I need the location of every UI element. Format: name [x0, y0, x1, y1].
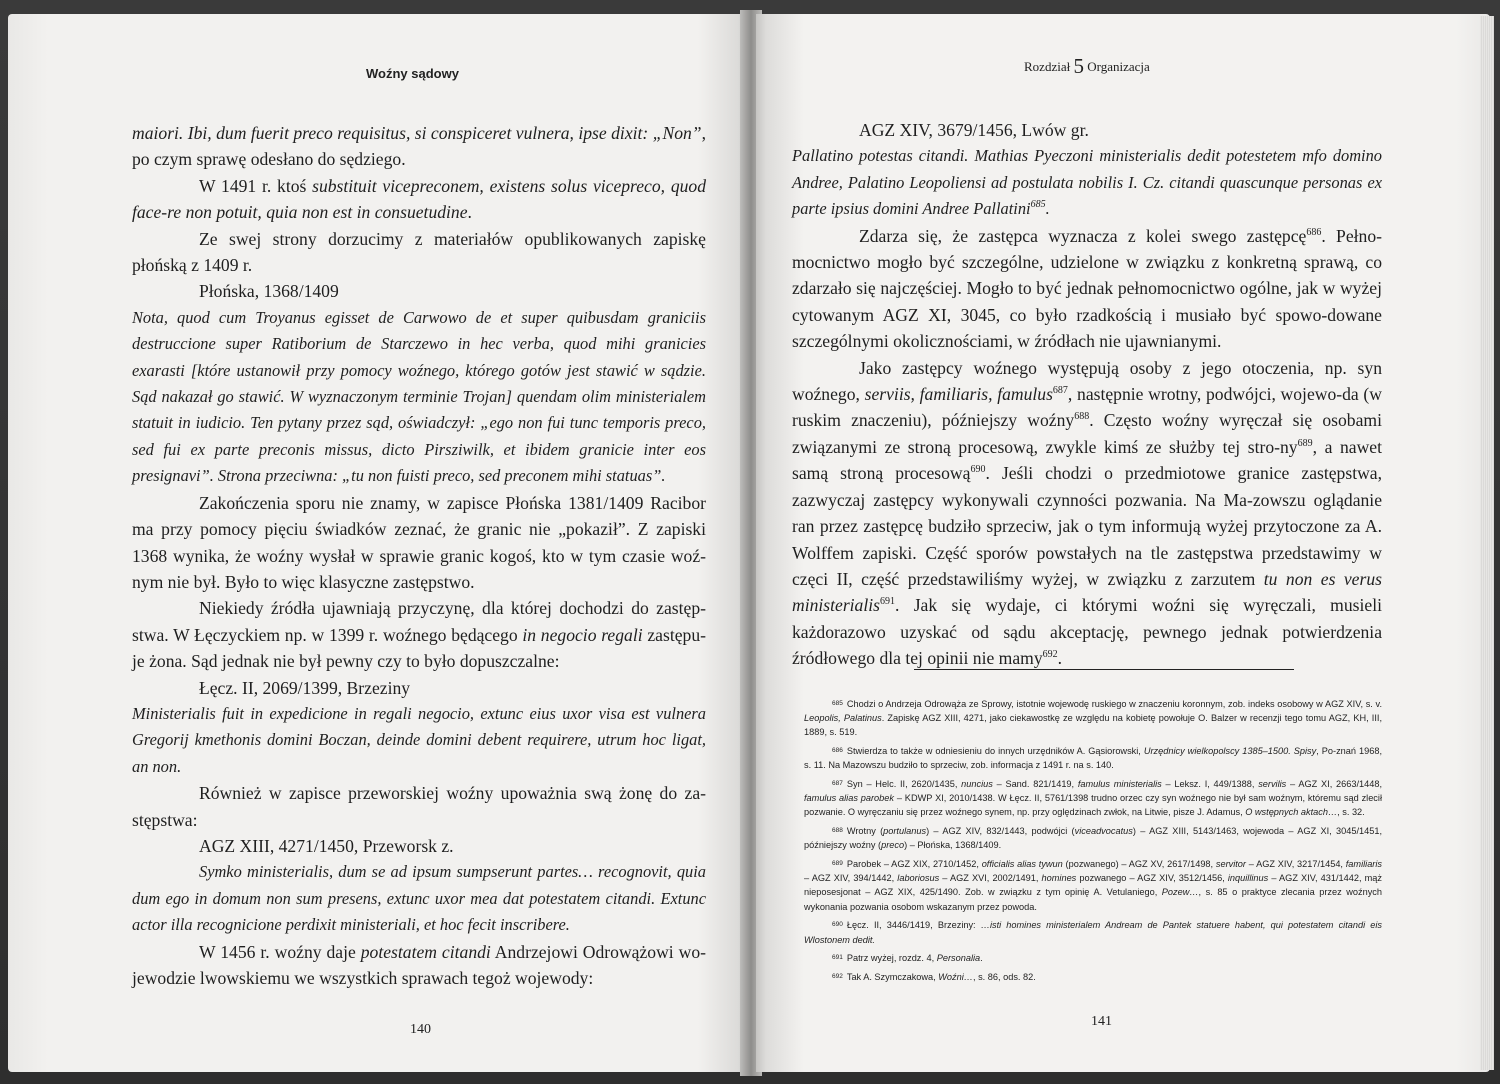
right-paragraph: Jako zastępcy woźnego występują osoby z jego otoczenia, np. syn woźnego, serviis, familiaris, famulus$^{687}$, następnie wrotny, podwójci, wojewo-da (w ruskim znaczeniu), późniejszy woźny$^{688}$. Często woźny wyręczał się osobami związanymi ze stroną procesową, zwykle kimś ze służby tej stro-$ny^{689}$, a nawet samą stroną procesową$^{690}$. Jeśli chodzi o przedmiotowe granice zastępstwa, zazwyczaj zastępcy wykonywali czynności pozwania. Na Ma-zowszu oglądanie ran przez zastępcę budziło sprzeciw, jak o tym informują wyżej przytoczone za A. Wolffem zapiski. Część sporów powstałych na tle zastępstwa przedstawimy w częci II, część przedstawiliśmy wyżej, w związku z zarzutem tu non es verus ministerialis$^{691}$. Jak się wydaje, ci którymi woźni się wyręczali, musieli każdorazowo uzyskać od sądu akceptację, pewnego jednak potwierdzenia źródłowego dla tej opinii nie mamy$^{692}$. [792, 357, 1382, 669]
left-paragraph: Zakończenia sporu nie znamy, w zapisce Płońska 1381/1409 Racibor ma przy pomocy pięciu świadków zeznać, że granic nie „pokaził”. Z zapiski 1368 wynika, że woźny wysłał w sprawie granic kogoś, kto w tym czasie woź-nym nie był. Było to więc klasyczne zastępstwo. [132, 492, 706, 592]
footnote-number: 686 [832, 747, 843, 755]
right-page [756, 14, 1490, 1072]
running-head-prefix: Rozdział [1024, 59, 1071, 74]
left-paragraph: Również w zapisce przeworskiej woźny upoważnia swą żonę do za-stępstwa: [132, 783, 706, 830]
left-paragraph: AGZ XIII, 4271/1450, Przeworsk z. [199, 835, 454, 856]
left-paragraph: Symko ministerialis, dum se ad ipsum sumpserunt partes… recognovit, quia dum ego in domum non sum presens, extunc uxor mea dat potestatem citandi. Extunc actor illa recognicione perdixit ministeriali, et hoc fecit inscribere. [132, 862, 706, 935]
footnote [804, 857, 1382, 914]
footnote-number: 688 [832, 827, 843, 835]
footnote [804, 824, 1382, 852]
left-paragraph: maiori. Ibi, dum fuerit preco requisitus, si conspiceret vulnera, ipse dixit: „Non”, po czym sprawę odesłano do sędziego. [132, 123, 706, 170]
footnote-number: 690 [832, 921, 843, 929]
left-paragraph: Łęcz. II, 2069/1399, Brzeziny [199, 677, 411, 698]
footnote-text: Łęcz. II, 3446/1419, Brzeziny: …isti homines ministerialem Andream de Pantek statuere habent, qui potestatem citandi eis Wlostonem dedit. [804, 920, 1383, 945]
footnote-text: Wrotny (portulanus) – AGZ XIV, 832/1443, podwójci (viceadvocatus) – AGZ XIII, 5143/1463, wojewoda – AGZ XI, 3045/1451, późniejszy woźny (preco) – Płońska, 1368/1409. [804, 826, 1383, 851]
footnote-text: Chodzi o Andrzeja Odrowąża ze Sprowy, istotnie wojewodę ruskiego w znaczeniu koronnym, zob. indeks osobowy w AGZ XIV, s. v. Leopolis, Palatinus. Zapiskę AGZ XIII, 4271, jako ciekawostkę ze względu na kobietę powołuje O. Balzer w recenzji tego tomu AGZ, KH, III, 1889, s. 519. [804, 699, 1383, 738]
running-head-right [1024, 54, 1150, 79]
footnote-divider [914, 669, 1294, 670]
left-paragraph: Niekiedy źródła ujawniają przyczynę, dla której dochodzi do zastęp-stwa. W Łęczyckiem np. w 1399 r. woźnego będącego in negocio regali zastępu-je żona. Sąd jednak nie był pewny czy to było dopuszczalne: [132, 598, 706, 672]
chapter-number: 5 [1073, 54, 1084, 78]
left-paragraph: Płońska, 1368/1409 [199, 281, 339, 302]
footnote-text: Parobek – AGZ XIX, 2710/1452, officialis alias tywun (pozwanego) – AGZ XV, 2617/1498, servitor – AGZ XIV, 3217/1454, familiaris – AGZ XIV, 394/1442, laboriosus – AGZ XVI, 2002/1491, homines pozwanego – AGZ XIV, 3512/1456, inquillinus – AGZ XIV, 431/1442, mąż nieposesjonat – AGZ XIX, 425/1490. Zob. w związku z tym opinię A. Vetulaniego, Pozew…, s. 85 o praktyce zlecania przez woźnych wykonania pozwania osobom wskazanym przez powoda. [804, 859, 1382, 912]
left-paragraph: Nota, quod cum Troyanus egisset de Carwowo de et super quibusdam graniciis destruccione super Ratiborium de Starczewo in hec verba, quod mihi granicies exarasti [które ustanowił przy pomocy woźnego, którego gotów jest stawić w sądzie. Sąd nakazał go stawić. W wyznaczonym terminie Trojan] quendam olim ministerialem statuit in iudicio. Ten pytany przez sąd, oświadczył: „ego non fui tunc temporis preco, sed fui ex parte preconis missus, dicto Pirsziwilk, et ibidem granicie inter eos presignavi”. Strona przeciwna: „tu non fuisti preco, sed preconem mihi statuas”. [132, 307, 706, 486]
footnote [804, 777, 1382, 820]
footnote-text: Syn – Helc. II, 2620/1435, nuncius – Sand. 821/1419, famulus ministerialis – Leksz. I, 449/1388, servilis – AGZ XI, 2663/1448, famulus alias parobek – KDWP XI, 2010/1438. W Łęcz. II, 5761/1398 trudno orzec czy syn woźnego nie był sam woźnym, któremu sąd zlecił pozwanie. O wyręczaniu się przez woźnego synem, np. przy oględzinach zwłok, na Litwie, pisze J. Adamus, O wstępnych aktach…, s. 32. [804, 779, 1382, 818]
running-head-left: Woźny sądowy [366, 66, 459, 81]
footnote-number: 689 [832, 860, 843, 868]
footnote-text: Patrz wyżej, rozdz. 4, Personalia. [846, 953, 983, 964]
right-body-text [792, 117, 1382, 672]
footnote-number: 692 [832, 972, 843, 980]
footnote-number: 685 [832, 700, 843, 707]
left-paragraph: Ministerialis fuit in expedicione in regali negocio, extunc eius uxor visa est vulnera Gregorij kmethonis domini Boczan, deinde domini debent requirere, utrum hoc ligat, an non. [132, 703, 706, 776]
footnote [804, 951, 1382, 965]
footnote-number: 691 [832, 954, 843, 962]
left-paragraph: W 1491 r. ktoś substituit vicepreconem, existens solus vicepreco, quod face-re non potuit, quia non est in consuetudine. [132, 175, 707, 223]
footnote-text: Tak A. Szymczakowa, Woźni…, s. 86, ods. 82. [846, 971, 1036, 982]
left-body-text [132, 120, 706, 991]
footnote-text: Stwierdza to także w odniesieniu do innych urzędników A. Gąsiorowski, Urzędnicy wielkopolscy 1385–1500. Spisy, Po-znań 1968, s. 11. Na Mazowszu budziło to sprzeciw, zob. informacja z 1491 r. na s. 140. [804, 746, 1382, 771]
running-head-suffix: Organizacja [1087, 59, 1150, 74]
right-paragraph: AGZ XIV, 3679/1456, Lwów gr. [859, 120, 1089, 140]
footnote [804, 697, 1382, 740]
footnote-number: 687 [832, 780, 843, 788]
right-paragraph: Zdarza się, że zastępca wyznacza z kolei swego zastępcę$^{686}$. Pełno-mocnictwo mogło być szczególne, udzielone w związku z konkretną sprawą, co zdarzało się najczęściej. Mogło to być jednak pełnomocnictwo ogólne, jak w wyżej cytowanym AGZ XI, 3045, co było rzadkością i musiało być spowo-dowane szczególnymi okolicznościami, w źródłach nie ujawnianymi. [792, 225, 1382, 352]
footnotes [804, 697, 1382, 989]
footnote [804, 970, 1382, 984]
page-number-left: 140 [410, 1022, 431, 1037]
left-paragraph: Ze swej strony dorzucimy z materiałów opublikowanych zapiskę płońską z 1409 r. [132, 228, 706, 276]
right-paragraph: Pallatino potestas citandi. Mathias Pyeczoni ministerialis dedit potestetem mfo domino Andree, Palatino Leopoliensi ad postulata nobilis I. Cz. citandi quascunque personas ex parte ipsius domini Andree Pallatini$^{685}$. [792, 146, 1382, 219]
page-number-right: 141 [1091, 1014, 1112, 1029]
footnote [804, 918, 1382, 946]
left-page [8, 14, 746, 1072]
left-paragraph: W 1456 r. woźny daje potestatem citandi Andrzejowi Odrowążowi wo-jewodzie lwowskiemu we wszystkich sprawach tegoż wojewody: [132, 941, 706, 988]
page-edges [1480, 16, 1494, 1070]
footnote [804, 744, 1382, 772]
